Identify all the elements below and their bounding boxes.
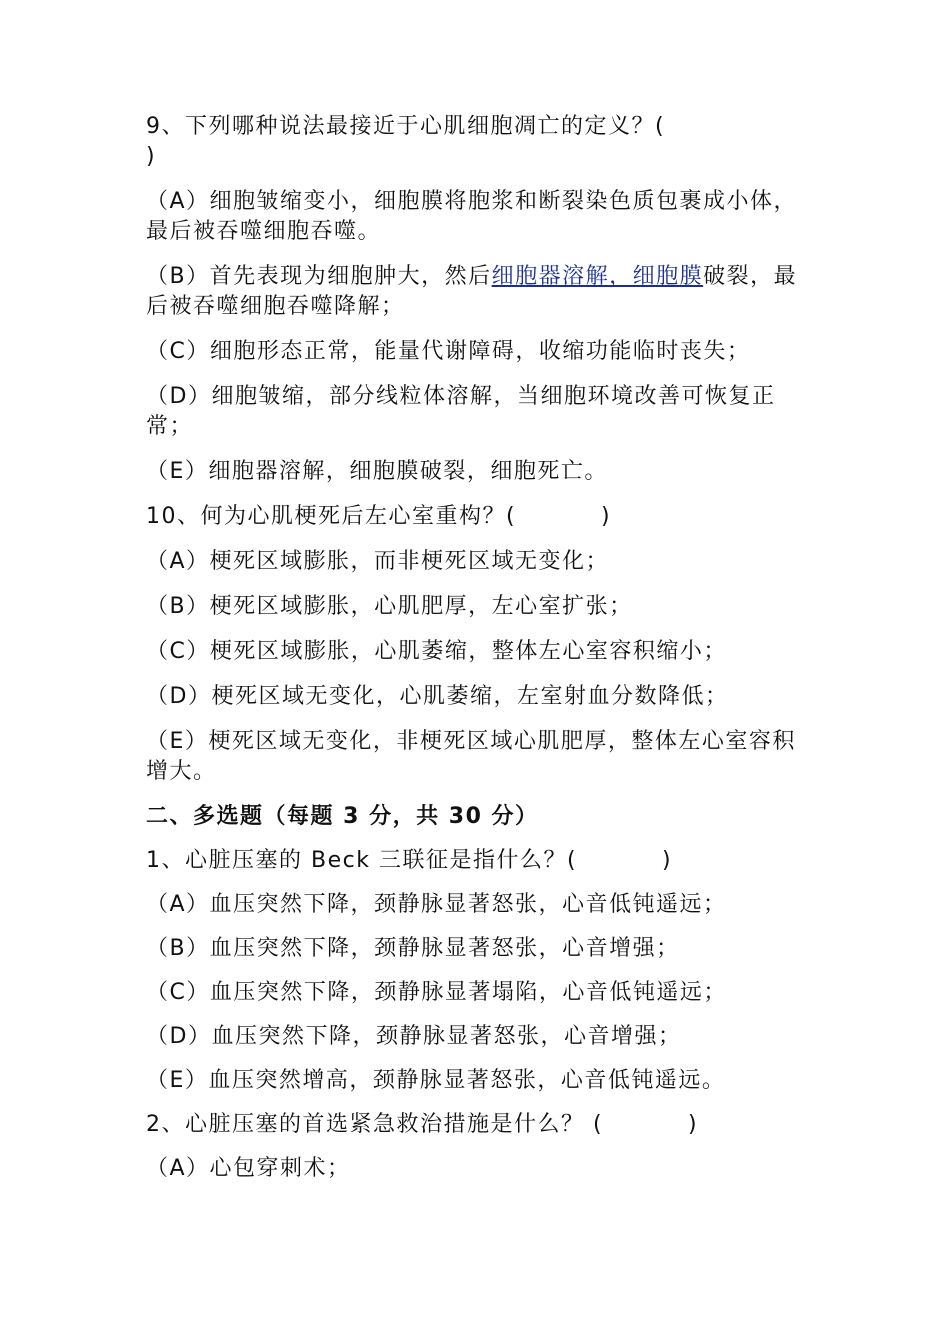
question-10-option-e: （E）梗死区域无变化，非梗死区域心肌肥厚，整体左心室容积增大。 bbox=[146, 729, 796, 784]
question-10-option-c: （C）梗死区域膨胀，心肌萎缩，整体左心室容积缩小； bbox=[146, 639, 727, 664]
mc-question-1-option-e: （E）血压突然增高，颈静脉显著怒张，心音低钝遥远。 bbox=[146, 1068, 726, 1093]
mc-question-1-option-b: （B）血压突然下降，颈静脉显著怒张，心音增强； bbox=[146, 936, 680, 961]
question-9-option-b bbox=[146, 262, 810, 322]
option-b-text-end: 破裂，最后被吞噬细胞吞噬降解； bbox=[146, 264, 798, 319]
question-9-option-a: （A）细胞皱缩变小，细胞膜将胞浆和断裂染色质包裹成小体，最后被吞噬细胞吞噬。 bbox=[146, 189, 798, 244]
hyperlink-organelle-dissolution[interactable]: 细胞器溶解，细胞膜 bbox=[491, 264, 704, 289]
option-b-text-start: （B）首先表现为细胞肿大，然后 bbox=[146, 264, 492, 289]
question-9-option-c: （C）细胞形态正常，能量代谢障碍，收缩功能临时丧失； bbox=[146, 339, 751, 364]
section-heading-multiple-choice: 二、多选题（每题 3 分，共 30 分） bbox=[146, 804, 539, 829]
question-10-option-b: （B）梗死区域膨胀，心肌肥厚，左心室扩张； bbox=[146, 594, 633, 619]
question-10-option-a: （A）梗死区域膨胀，而非梗死区域无变化； bbox=[146, 549, 610, 574]
question-9-option-d: （D）细胞皱缩，部分线粒体溶解，当细胞环境改善可恢复正常； bbox=[146, 384, 776, 439]
mc-question-2-stem: 2、心脏压塞的首选紧急救治措施是什么？ ( ) bbox=[146, 1112, 699, 1137]
question-9-option-e: （E）细胞器溶解，细胞膜破裂，细胞死亡。 bbox=[146, 459, 608, 484]
document-page bbox=[146, 112, 810, 1198]
question-10-stem: 10、何为心肌梗死后左心室重构？( ) bbox=[146, 504, 612, 529]
mc-question-1-option-a: （A）血压突然下降，颈静脉显著怒张，心音低钝遥远； bbox=[146, 892, 727, 917]
mc-question-1-stem: 1、心脏压塞的 Beck 三联征是指什么？( ) bbox=[146, 848, 673, 873]
mc-question-1-option-d: （D）血压突然下降，颈静脉显著怒张，心音增强； bbox=[146, 1024, 682, 1049]
question-10-option-d: （D）梗死区域无变化，心肌萎缩，左室射血分数降低； bbox=[146, 684, 729, 709]
question-9-stem: 9、下列哪种说法最接近于心肌细胞凋亡的定义？( ) bbox=[146, 114, 666, 169]
mc-question-1-option-c: （C）血压突然下降，颈静脉显著塌陷，心音低钝遥远； bbox=[146, 980, 727, 1005]
mc-question-2-option-a: （A）心包穿刺术； bbox=[146, 1156, 351, 1181]
